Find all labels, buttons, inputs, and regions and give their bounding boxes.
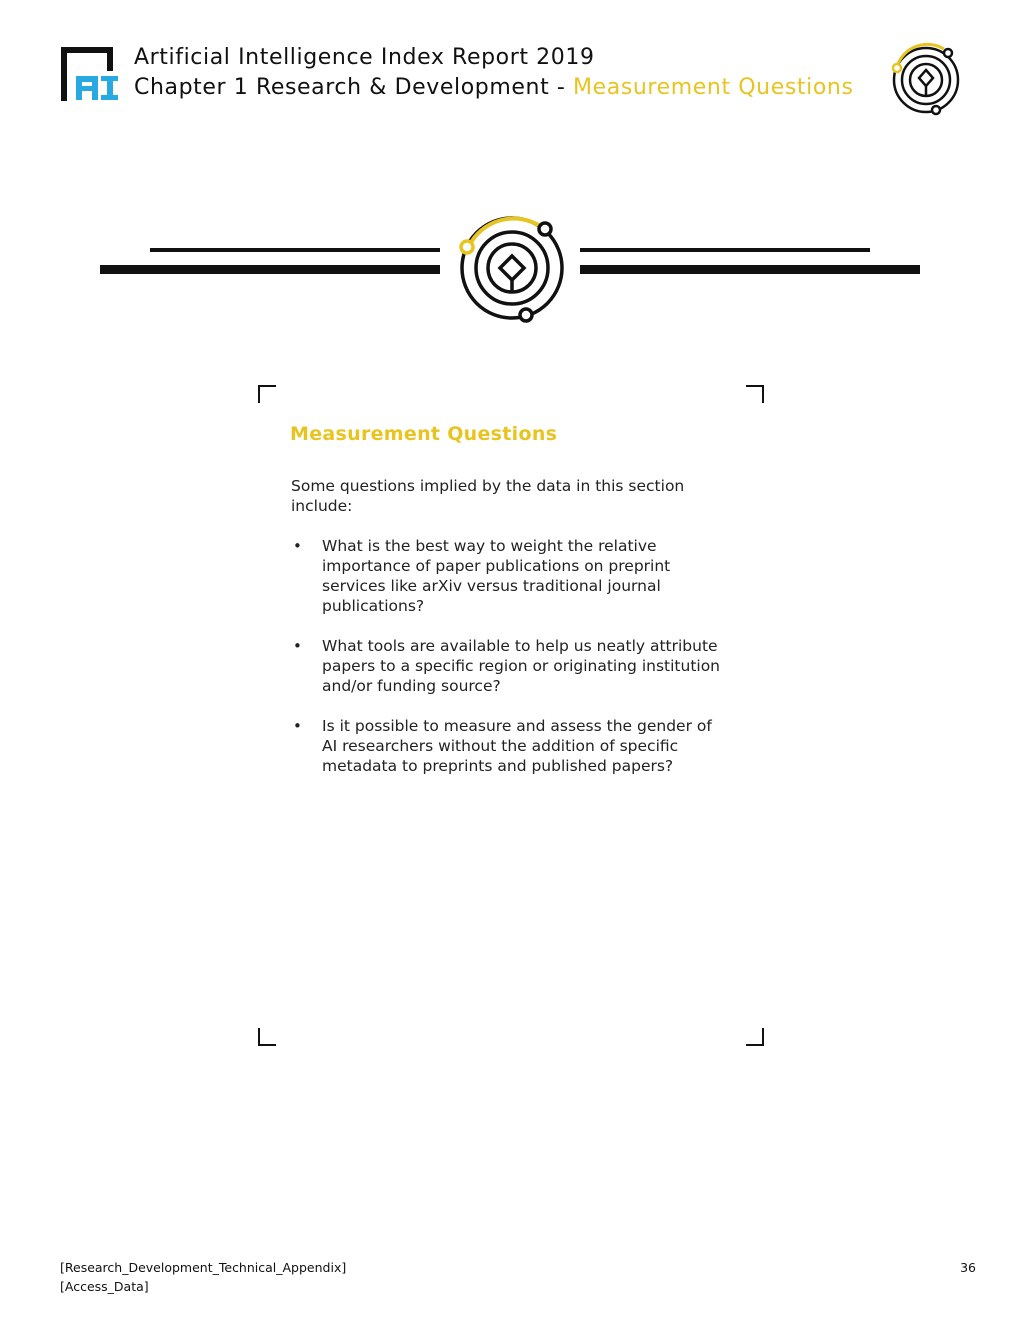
frame-corner-top-left: [258, 385, 276, 403]
frame-corner-bottom-right: [746, 1028, 764, 1046]
question-list: [291, 536, 721, 796]
question-text: Is it possible to measure and assess the gender of AI researchers without the addition of specific metadata to preprints and published papers?: [322, 717, 712, 775]
page-number: 36: [960, 1260, 976, 1275]
chapter-section-highlight: Measurement Questions: [573, 75, 854, 100]
question-text: What tools are available to help us neatly attribute papers to a specific region or originating institution and/or funding source?: [322, 637, 721, 695]
bullet-icon: •: [293, 717, 302, 735]
technical-appendix-link[interactable]: [Research_Development_Technical_Appendix]: [60, 1260, 347, 1275]
intro-paragraph: Some questions implied by the data in this section include:: [291, 477, 685, 515]
question-text: What is the best way to weight the relative importance of paper publications on preprint services like arXiv versus traditional journal publications?: [322, 537, 671, 615]
report-title: Artificial Intelligence Index Report 2019: [134, 45, 595, 70]
footer-links: [60, 1258, 346, 1296]
bullet-icon: •: [293, 637, 302, 655]
orbit-emblem-icon: [886, 40, 966, 120]
section-heading: Measurement Questions: [290, 423, 558, 445]
divider-lines: [100, 248, 920, 274]
list-item: [291, 716, 721, 776]
frame-corner-top-right: [746, 385, 764, 403]
list-item: [291, 636, 721, 696]
chapter-title-prefix: Chapter 1 Research & Development -: [134, 75, 574, 100]
ai-index-logo: [60, 46, 120, 102]
frame-corner-bottom-left: [258, 1028, 276, 1046]
bullet-icon: •: [293, 537, 302, 555]
chapter-title: [134, 74, 854, 102]
list-item: [291, 536, 721, 616]
access-data-link[interactable]: [Access_Data]: [60, 1279, 149, 1294]
section-divider: [98, 208, 924, 328]
divider-emblem-icon: [461, 218, 562, 321]
